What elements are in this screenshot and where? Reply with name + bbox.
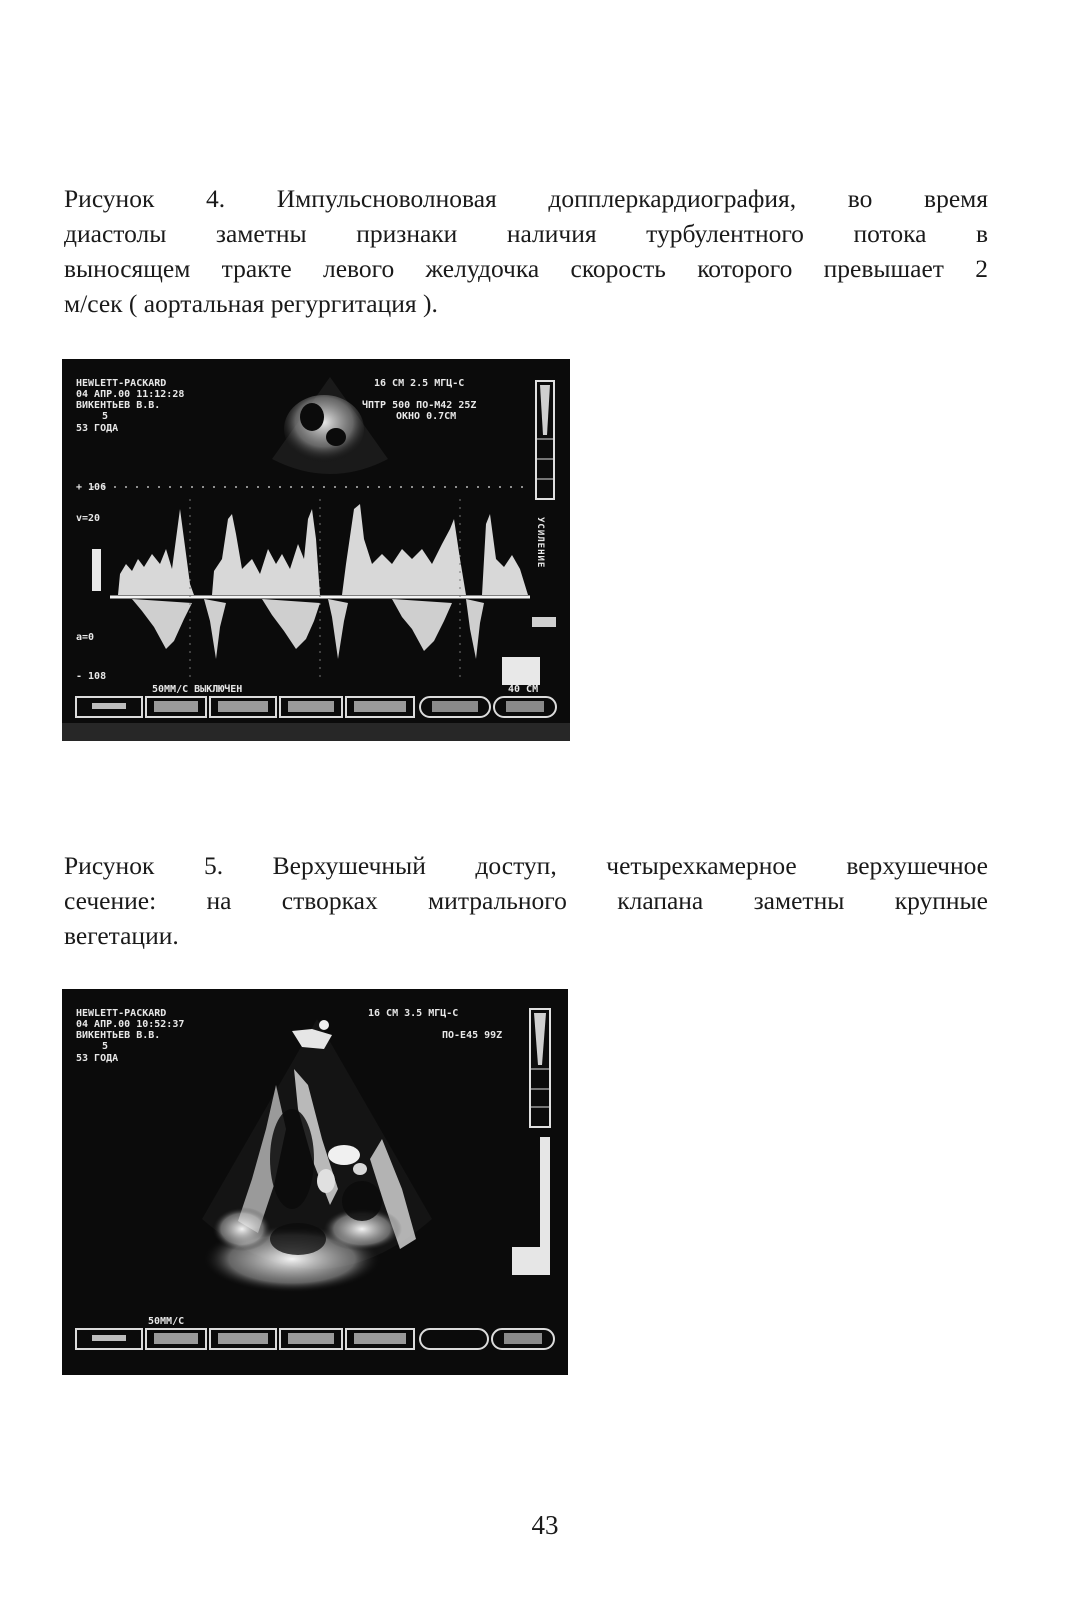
figure-5-caption <box>64 848 988 953</box>
header-line: 53 ГОДА <box>76 423 119 434</box>
caption-line: диастолы заметны признаки наличия турбулентного потока в <box>64 219 988 248</box>
velocity-bottom-label: a=0 <box>76 632 95 643</box>
four-chamber-echo-image <box>62 989 568 1375</box>
caption-line: м/сек ( аортальная регургитация ). <box>64 289 438 318</box>
doppler-spectrum-image <box>62 359 570 741</box>
caption-line: Рисунок 4. Импульсноволновая допплеркардиография, во время <box>64 184 988 213</box>
header-line: HEWLETT-PACKARD <box>76 378 167 389</box>
figure-4-caption <box>64 181 988 321</box>
header-line: ВИКЕНТЬЕВ В.В. <box>76 1030 161 1041</box>
sweep-label: 50ММ/С <box>148 1316 185 1327</box>
header-line: ВИКЕНТЬЕВ В.В. <box>76 400 161 411</box>
scale-top-label: + 106 <box>76 482 107 493</box>
caption-line: Рисунок 5. Верхушечный доступ, четырехкамерное верхушечное <box>64 851 988 880</box>
gain-marker <box>92 549 101 591</box>
sweep-label: 50ММ/С ВЫКЛЮЧЕН <box>152 684 243 695</box>
header-line: 04 АПР.00 11:12:28 <box>76 389 185 400</box>
header-line: 04 АПР.00 10:52:37 <box>76 1019 185 1030</box>
params-line: ОКНО 0.7СМ <box>396 411 457 422</box>
header-line: 5 <box>102 411 109 422</box>
header-line: 53 ГОДА <box>76 1053 119 1064</box>
scale-bottom-label: - 108 <box>76 671 107 682</box>
header-line: 5 <box>102 1041 109 1052</box>
caption-line: вегетации. <box>64 921 179 950</box>
caption-line: сечение: на створках митрального клапана заметны крупные <box>64 886 988 915</box>
params-line: 16 СМ 3.5 МГЦ-С <box>368 1008 459 1019</box>
page-number: 43 <box>531 1510 559 1540</box>
caption-line: выносящем тракте левого желудочка скорость которого превышает 2 <box>64 254 988 283</box>
velocity-top-label: v=20 <box>76 513 101 524</box>
params-line: 16 СМ 2.5 МГЦ-С <box>374 378 465 389</box>
params-line: ПО-Е45 99Z <box>442 1030 503 1041</box>
side-label: УСИЛЕНИЕ <box>535 517 545 569</box>
depth-label: 40 СМ <box>508 684 539 695</box>
side-marker <box>532 617 556 627</box>
velocity-box <box>502 657 540 685</box>
header-line: HEWLETT-PACKARD <box>76 1008 167 1019</box>
params-line: ЧПТР 500 ПО-М42 25Z <box>362 400 477 411</box>
